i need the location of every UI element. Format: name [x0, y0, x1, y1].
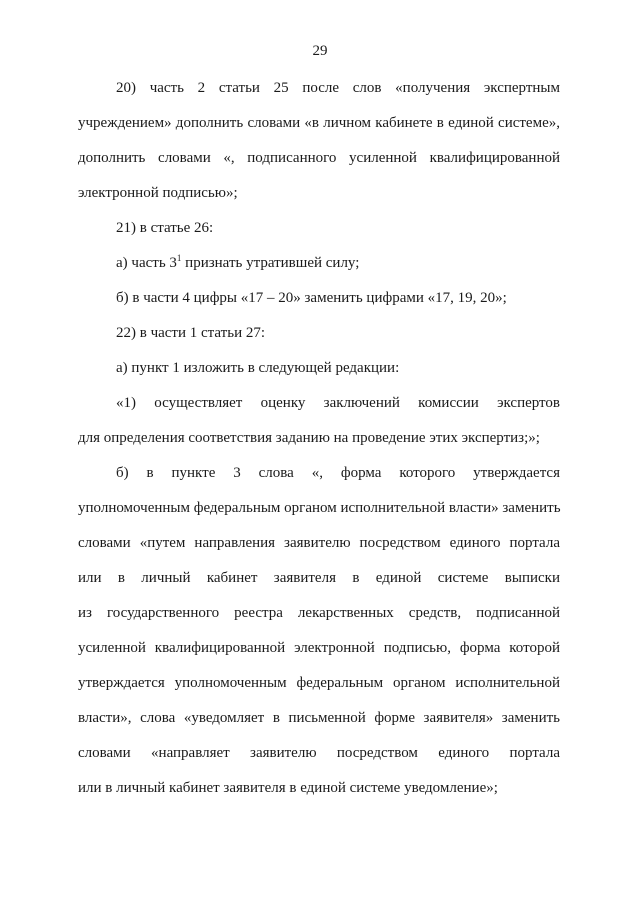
paragraph-20-line-2: учреждением» дополнить словами «в личном кабинете в единой системе», — [78, 115, 560, 131]
paragraph-22-a-quote-line-2: для определения соответствия заданию на проведение этих экспертиз;»; — [78, 430, 540, 446]
paragraph-20-line-4: электронной подписью»; — [78, 185, 238, 201]
paragraph-22-b-line-8: власти», слова «уведомляет в письменной форме заявителя» заменить — [78, 710, 560, 726]
paragraph-21-a-text-start: а) часть 3 — [116, 255, 177, 271]
paragraph-22-b-line-5: из государственного реестра лекарственных средств, подписанной — [78, 605, 560, 621]
paragraph-21-a-text-end: признать утратившей силу; — [181, 255, 360, 271]
paragraph-22-b-line-10: или в личный кабинет заявителя в единой системе уведомление»; — [78, 780, 498, 796]
paragraph-22-b-line-1: б) в пункте 3 слова «, форма которого утверждается — [116, 465, 560, 481]
paragraph-22-heading: 22) в части 1 статьи 27: — [116, 325, 266, 341]
paragraph-21-a — [116, 253, 359, 273]
paragraph-21-heading: 21) в статье 26: — [116, 220, 214, 236]
paragraph-22-a: а) пункт 1 изложить в следующей редакции: — [116, 360, 400, 376]
paragraph-22-a-quote-line-1: «1) осуществляет оценку заключений комиссии экспертов — [116, 395, 560, 411]
paragraph-22-b-line-6: усиленной квалифицированной электронной подписью, форма которой — [78, 640, 560, 656]
paragraph-22-b-line-3: словами «путем направления заявителю посредством единого портала — [78, 535, 560, 551]
paragraph-22-b-line-2: уполномоченным федеральным органом исполнительной власти» заменить — [78, 500, 561, 516]
paragraph-22-b-line-9: словами «направляет заявителю посредством единого портала — [78, 745, 560, 761]
paragraph-22-b-line-4: или в личный кабинет заявителя в единой системе выписки — [78, 570, 560, 586]
paragraph-22-b-line-7: утверждается уполномоченным федеральным органом исполнительной — [78, 675, 560, 691]
page-number: 29 — [312, 43, 328, 59]
paragraph-21-b: б) в части 4 цифры «17 – 20» заменить цифрами «17, 19, 20»; — [116, 290, 507, 306]
paragraph-20-line-1: 20) часть 2 статьи 25 после слов «получения экспертным — [116, 80, 560, 96]
superscript-1: 1 — [176, 253, 182, 263]
paragraph-20-line-3: дополнить словами «, подписанного усиленной квалифицированной — [78, 150, 560, 166]
